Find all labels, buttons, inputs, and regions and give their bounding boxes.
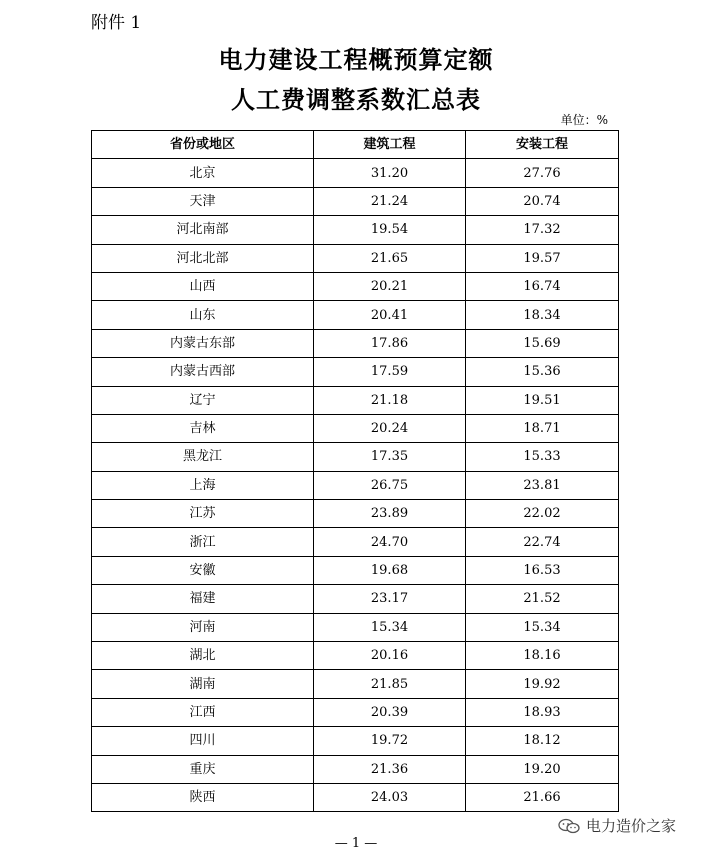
page-number: — 1 — bbox=[334, 836, 378, 851]
watermark-text: 电力造价之家 bbox=[586, 817, 677, 835]
cell-region: 黑龙江 bbox=[92, 443, 314, 471]
cell-installation: 21.66 bbox=[466, 783, 619, 811]
table-row bbox=[92, 556, 619, 584]
cell-construction: 24.70 bbox=[314, 528, 466, 556]
cell-installation: 18.16 bbox=[466, 642, 619, 670]
table-row bbox=[92, 272, 619, 300]
table-row bbox=[92, 642, 619, 670]
table-row bbox=[92, 613, 619, 641]
cell-installation: 18.34 bbox=[466, 301, 619, 329]
cell-construction: 21.85 bbox=[314, 670, 466, 698]
cell-installation: 27.76 bbox=[466, 159, 619, 187]
cell-construction: 20.41 bbox=[314, 301, 466, 329]
cell-construction: 17.86 bbox=[314, 329, 466, 357]
cell-construction: 15.34 bbox=[314, 613, 466, 641]
cell-region: 江西 bbox=[92, 698, 314, 726]
attachment-label: 附件 1 bbox=[91, 13, 142, 33]
cell-construction: 17.35 bbox=[314, 443, 466, 471]
cell-region: 内蒙古东部 bbox=[92, 329, 314, 357]
cell-region: 吉林 bbox=[92, 414, 314, 442]
table-row bbox=[92, 528, 619, 556]
cell-installation: 19.51 bbox=[466, 386, 619, 414]
table-row bbox=[92, 727, 619, 755]
table-row bbox=[92, 500, 619, 528]
cell-installation: 18.12 bbox=[466, 727, 619, 755]
cell-region: 天津 bbox=[92, 187, 314, 215]
cell-region: 湖北 bbox=[92, 642, 314, 670]
header-installation: 安装工程 bbox=[466, 131, 619, 159]
cell-construction: 31.20 bbox=[314, 159, 466, 187]
table-row bbox=[92, 386, 619, 414]
cell-construction: 19.68 bbox=[314, 556, 466, 584]
table-row bbox=[92, 670, 619, 698]
cell-installation: 18.93 bbox=[466, 698, 619, 726]
watermark bbox=[558, 815, 676, 836]
table-header-row bbox=[92, 131, 619, 159]
table-row bbox=[92, 159, 619, 187]
cell-region: 河北北部 bbox=[92, 244, 314, 272]
document-title-line2: 人工费调整系数汇总表 bbox=[231, 86, 481, 114]
cell-construction: 20.21 bbox=[314, 272, 466, 300]
cell-installation: 17.32 bbox=[466, 216, 619, 244]
cell-installation: 16.53 bbox=[466, 556, 619, 584]
cell-installation: 21.52 bbox=[466, 585, 619, 613]
cell-installation: 19.20 bbox=[466, 755, 619, 783]
cell-region: 河南 bbox=[92, 613, 314, 641]
cell-installation: 15.33 bbox=[466, 443, 619, 471]
table-row bbox=[92, 329, 619, 357]
table-row bbox=[92, 358, 619, 386]
cell-construction: 19.72 bbox=[314, 727, 466, 755]
cell-installation: 19.57 bbox=[466, 244, 619, 272]
cell-installation: 19.92 bbox=[466, 670, 619, 698]
cell-region: 江苏 bbox=[92, 500, 314, 528]
table-row bbox=[92, 755, 619, 783]
document-title-line1: 电力建设工程概预算定额 bbox=[218, 46, 494, 74]
cell-installation: 23.81 bbox=[466, 471, 619, 499]
table-row bbox=[92, 443, 619, 471]
cell-construction: 20.16 bbox=[314, 642, 466, 670]
cell-installation: 15.34 bbox=[466, 613, 619, 641]
cell-region: 湖南 bbox=[92, 670, 314, 698]
cell-construction: 20.24 bbox=[314, 414, 466, 442]
table-row bbox=[92, 585, 619, 613]
cell-installation: 22.74 bbox=[466, 528, 619, 556]
cell-construction: 21.36 bbox=[314, 755, 466, 783]
cell-installation: 22.02 bbox=[466, 500, 619, 528]
table-row bbox=[92, 783, 619, 811]
cell-installation: 18.71 bbox=[466, 414, 619, 442]
cell-region: 福建 bbox=[92, 585, 314, 613]
cell-construction: 23.89 bbox=[314, 500, 466, 528]
cell-region: 河北南部 bbox=[92, 216, 314, 244]
cell-region: 陕西 bbox=[92, 783, 314, 811]
cell-construction: 21.65 bbox=[314, 244, 466, 272]
table-row bbox=[92, 698, 619, 726]
table-row bbox=[92, 471, 619, 499]
unit-label: 单位：% bbox=[560, 113, 608, 127]
cell-construction: 17.59 bbox=[314, 358, 466, 386]
coefficient-table bbox=[91, 130, 619, 812]
cell-construction: 21.18 bbox=[314, 386, 466, 414]
cell-installation: 20.74 bbox=[466, 187, 619, 215]
cell-region: 浙江 bbox=[92, 528, 314, 556]
cell-region: 内蒙古西部 bbox=[92, 358, 314, 386]
cell-region: 安徽 bbox=[92, 556, 314, 584]
table-row bbox=[92, 301, 619, 329]
wechat-icon bbox=[558, 818, 580, 834]
table-row bbox=[92, 244, 619, 272]
cell-region: 山西 bbox=[92, 272, 314, 300]
cell-construction: 23.17 bbox=[314, 585, 466, 613]
cell-region: 四川 bbox=[92, 727, 314, 755]
cell-region: 重庆 bbox=[92, 755, 314, 783]
cell-construction: 24.03 bbox=[314, 783, 466, 811]
header-region: 省份或地区 bbox=[92, 131, 314, 159]
cell-installation: 15.69 bbox=[466, 329, 619, 357]
cell-installation: 16.74 bbox=[466, 272, 619, 300]
cell-construction: 20.39 bbox=[314, 698, 466, 726]
cell-construction: 19.54 bbox=[314, 216, 466, 244]
cell-region: 上海 bbox=[92, 471, 314, 499]
cell-region: 北京 bbox=[92, 159, 314, 187]
header-construction: 建筑工程 bbox=[314, 131, 466, 159]
cell-region: 山东 bbox=[92, 301, 314, 329]
table-row bbox=[92, 414, 619, 442]
cell-construction: 26.75 bbox=[314, 471, 466, 499]
table-row bbox=[92, 216, 619, 244]
cell-construction: 21.24 bbox=[314, 187, 466, 215]
cell-region: 辽宁 bbox=[92, 386, 314, 414]
table-row bbox=[92, 187, 619, 215]
cell-installation: 15.36 bbox=[466, 358, 619, 386]
